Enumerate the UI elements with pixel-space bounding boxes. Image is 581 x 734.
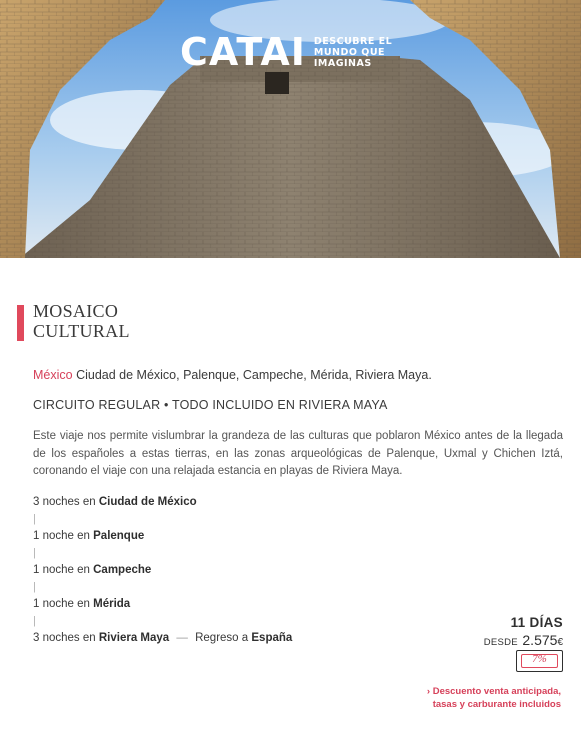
trip-title — [33, 301, 130, 341]
itinerary-place: Riviera Maya — [98, 632, 170, 644]
itinerary-nights: 3 noches en — [33, 632, 96, 644]
itinerary-nights: 3 noches en — [33, 496, 96, 508]
em-dash: — — [176, 632, 188, 644]
promo-note — [427, 685, 561, 711]
brand-tagline — [314, 36, 392, 69]
itinerary-separator: | — [33, 615, 36, 627]
itinerary-place: Ciudad de México — [98, 496, 197, 508]
itinerary-return-place: España — [251, 632, 293, 644]
tagline-line: DESCUBRE EL — [313, 35, 393, 47]
itinerary-nights: 1 noche en — [33, 530, 90, 542]
tagline-line: IMAGINAS — [313, 57, 372, 69]
brand-logo — [180, 30, 392, 74]
trip-title-line: CULTURAL — [33, 321, 130, 341]
price — [484, 632, 563, 650]
discount-value: 7% — [532, 653, 547, 665]
promo-line: tasas y carburante incluidos — [432, 699, 561, 710]
itinerary-item — [33, 630, 292, 647]
trip-title-line: MOSAICO — [33, 301, 119, 321]
itinerary-nights: 1 noche en — [33, 564, 90, 576]
trip-cities: Ciudad de México, Palenque, Campeche, Mérida, Riviera Maya. — [76, 368, 432, 382]
itinerary-item — [33, 494, 292, 511]
trip-country: México — [33, 368, 73, 382]
trip-duration: 11 DÍAS — [510, 615, 563, 630]
price-amount: 2.575 — [522, 632, 558, 648]
itinerary-separator: | — [33, 581, 36, 593]
itinerary-nights: 1 noche en — [33, 598, 90, 610]
itinerary-item — [33, 562, 292, 579]
price-from-label: DESDE — [483, 637, 518, 648]
itinerary-item — [33, 596, 292, 613]
price-currency: € — [557, 637, 563, 648]
trip-description: Este viaje nos permite vislumbrar la grandeza de las culturas que poblaron México antes de la llegada de los españoles a estas tierras, en las zonas arqueológicas de Palenque, Uxmal y Chichen Iztá, coronando el viaje con una relajada estancia en playas de Riviera Maya. — [33, 430, 563, 477]
trip-circuit-type: CIRCUITO REGULAR • TODO INCLUIDO EN RIVIERA MAYA — [33, 398, 388, 412]
itinerary-item — [33, 528, 292, 545]
tagline-line: MUNDO QUE — [313, 46, 386, 58]
itinerary-place: Campeche — [93, 564, 152, 576]
discount-badge — [516, 650, 563, 672]
title-accent-bar — [17, 305, 24, 341]
chevron-right-icon: › — [426, 686, 431, 697]
itinerary-separator: | — [33, 547, 36, 559]
hero-image — [0, 0, 581, 258]
trip-route — [33, 368, 432, 382]
promo-line-text: Descuento venta anticipada, — [432, 686, 561, 697]
itinerary-place: Mérida — [93, 598, 131, 610]
brand-logo-text: CATAI — [180, 30, 306, 74]
itinerary-return-text: Regreso a — [195, 632, 249, 644]
promo-line — [427, 685, 561, 698]
itinerary-place: Palenque — [93, 530, 145, 542]
itinerary-list — [33, 494, 292, 647]
itinerary-separator: | — [33, 513, 36, 525]
